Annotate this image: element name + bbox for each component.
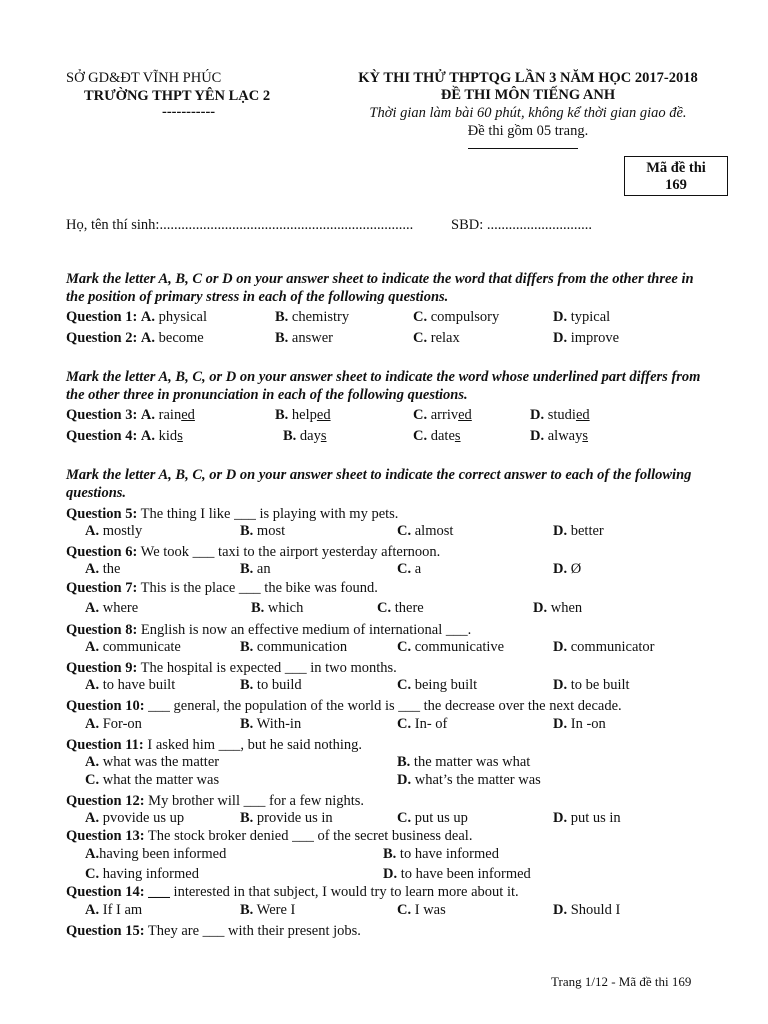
question-11-option-d: D. what’s the matter was	[397, 772, 541, 788]
question-10-option-b: B. With-in	[240, 716, 302, 732]
question-9-option-d: D. to be built	[553, 677, 630, 693]
question-8-option-c: C. communicative	[397, 639, 505, 655]
exam-code-label: Mã đề thi	[646, 160, 706, 176]
question-4-option-c: C. dates	[413, 428, 461, 444]
question-12-option-b: B. provide us in	[240, 810, 333, 826]
exam-title: KỲ THI THỬ THPTQG LẦN 3 NĂM HỌC 2017-2018	[358, 70, 698, 86]
question-13-option-c: C. having informed	[85, 866, 199, 882]
question-3-option-d: D. studied	[530, 407, 590, 423]
question-6-option-c: C. a	[397, 561, 422, 577]
section-3-instruction: Mark the letter A, B, C, or D on your answer sheet to indicate the correct answer to each of the following questions.	[66, 467, 692, 501]
question-12-option-d: D. put us in	[553, 810, 621, 826]
question-6-option-b: B. an	[240, 561, 271, 577]
exam-subject: ĐỀ THI MÔN TIẾNG ANH	[440, 87, 616, 103]
question-2: Question 2: A. become	[66, 330, 204, 346]
question-13-option-d: D. to have been informed	[383, 866, 531, 882]
question-1: Question 1: A. physical	[66, 309, 207, 325]
question-14-option-b: B. Were I	[240, 902, 296, 918]
pages-note: Đề thi gồm 05 trang.	[467, 123, 589, 139]
question-1-option-c: C. compulsory	[413, 309, 500, 325]
dept-name: SỞ GD&ĐT VĨNH PHÚC	[66, 70, 222, 86]
section-1-instruction: Mark the letter A, B, C or D on your answer sheet to indicate the word that differs from the other three in the position of primary stress in each of the following questions.	[66, 271, 694, 305]
question-6-option-a: A. the	[85, 561, 121, 577]
question-11-option-b: B. the matter was what	[397, 754, 531, 770]
section-2-instruction: Mark the letter A, B, C, or D on your answer sheet to indicate the word whose underlined part differs from the other three in pronunciation in each of the following questions.	[66, 369, 701, 403]
school-name: TRƯỜNG THPT YÊN LẠC 2	[84, 88, 271, 104]
question-8: Question 8: English is now an effective medium of international ___.	[66, 622, 472, 638]
question-2-option-c: C. relax	[413, 330, 460, 346]
question-3-option-c: C. arrived	[413, 407, 472, 423]
question-12: Question 12: My brother will ___ for a few nights.	[66, 793, 365, 809]
question-1-option-d: D. typical	[553, 309, 611, 325]
question-10: Question 10: ___ general, the population of the world is ___ the decrease over the next decade.	[66, 698, 622, 714]
question-13-option-b: B. to have informed	[383, 846, 499, 862]
question-9: Question 9: The hospital is expected ___ in two months.	[66, 660, 397, 676]
question-5-option-b: B. most	[240, 523, 286, 539]
header-divider	[468, 148, 578, 149]
question-2-option-d: D. improve	[553, 330, 620, 346]
question-8-option-b: B. communication	[240, 639, 348, 655]
question-4: Question 4: A. kids	[66, 428, 183, 444]
candidate-sbd-line: SBD: .............................	[451, 217, 592, 233]
question-7-option-c: C. there	[377, 600, 424, 616]
exam-code-value: 169	[665, 177, 687, 193]
question-10-option-a: A. For-on	[85, 716, 142, 732]
question-5-option-c: C. almost	[397, 523, 454, 539]
question-4-option-d: D. always	[530, 428, 589, 444]
question-12-option-a: A. pvovide us up	[85, 810, 185, 826]
question-14: Question 14: ___ interested in that subject, I would try to learn more about it.	[66, 884, 519, 900]
question-14-option-d: D. Should I	[553, 902, 621, 918]
question-8-option-d: D. communicator	[553, 639, 655, 655]
question-14-option-c: C. I was	[397, 902, 446, 918]
question-5: Question 5: The thing I like ___ is playing with my pets.	[66, 506, 399, 522]
question-3: Question 3: A. rained	[66, 407, 195, 423]
question-6: Question 6: We took ___ taxi to the airport yesterday afternoon.	[66, 544, 441, 560]
question-9-option-c: C. being built	[397, 677, 478, 693]
question-3-option-b: B. helped	[275, 407, 331, 423]
question-9-option-a: A. to have built	[85, 677, 176, 693]
question-2-option-b: B. answer	[275, 330, 333, 346]
question-7-option-a: A. where	[85, 600, 139, 616]
question-14-option-a: A. If I am	[85, 902, 143, 918]
question-10-option-c: C. In- of	[397, 716, 448, 732]
question-11: Question 11: I asked him ___, but he said nothing.	[66, 737, 363, 753]
question-12-option-c: C. put us up	[397, 810, 468, 826]
page-footer: Trang 1/12 - Mã đề thi 169	[551, 974, 692, 989]
time-note: Thời gian làm bài 60 phút, không kể thời gian giao đề.	[369, 105, 687, 121]
question-5-option-d: D. better	[553, 523, 604, 539]
question-7-option-d: D. when	[533, 600, 583, 616]
question-6-option-d: D. Ø	[553, 561, 582, 577]
candidate-name-line: Họ, tên thí sinh:......................................................................	[66, 217, 414, 233]
question-15: Question 15: They are ___ with their present jobs.	[66, 923, 361, 939]
question-8-option-a: A. communicate	[85, 639, 181, 655]
question-5-option-a: A. mostly	[85, 523, 143, 539]
question-1-option-b: B. chemistry	[275, 309, 350, 325]
question-7-option-b: B. which	[251, 600, 304, 616]
question-13-option-a: A.having been informed	[85, 846, 227, 862]
exam-code-box	[624, 156, 728, 196]
question-13: Question 13: The stock broker denied ___ of the secret business deal.	[66, 828, 473, 844]
question-4-option-b: B. days	[283, 428, 327, 444]
question-11-option-c: C. what the matter was	[85, 772, 220, 788]
question-11-option-a: A. what was the matter	[85, 754, 220, 770]
header-dashes: -----------	[162, 104, 216, 120]
question-7: Question 7: This is the place ___ the bike was found.	[66, 580, 378, 596]
question-9-option-b: B. to build	[240, 677, 302, 693]
question-10-option-d: D. In -on	[553, 716, 606, 732]
